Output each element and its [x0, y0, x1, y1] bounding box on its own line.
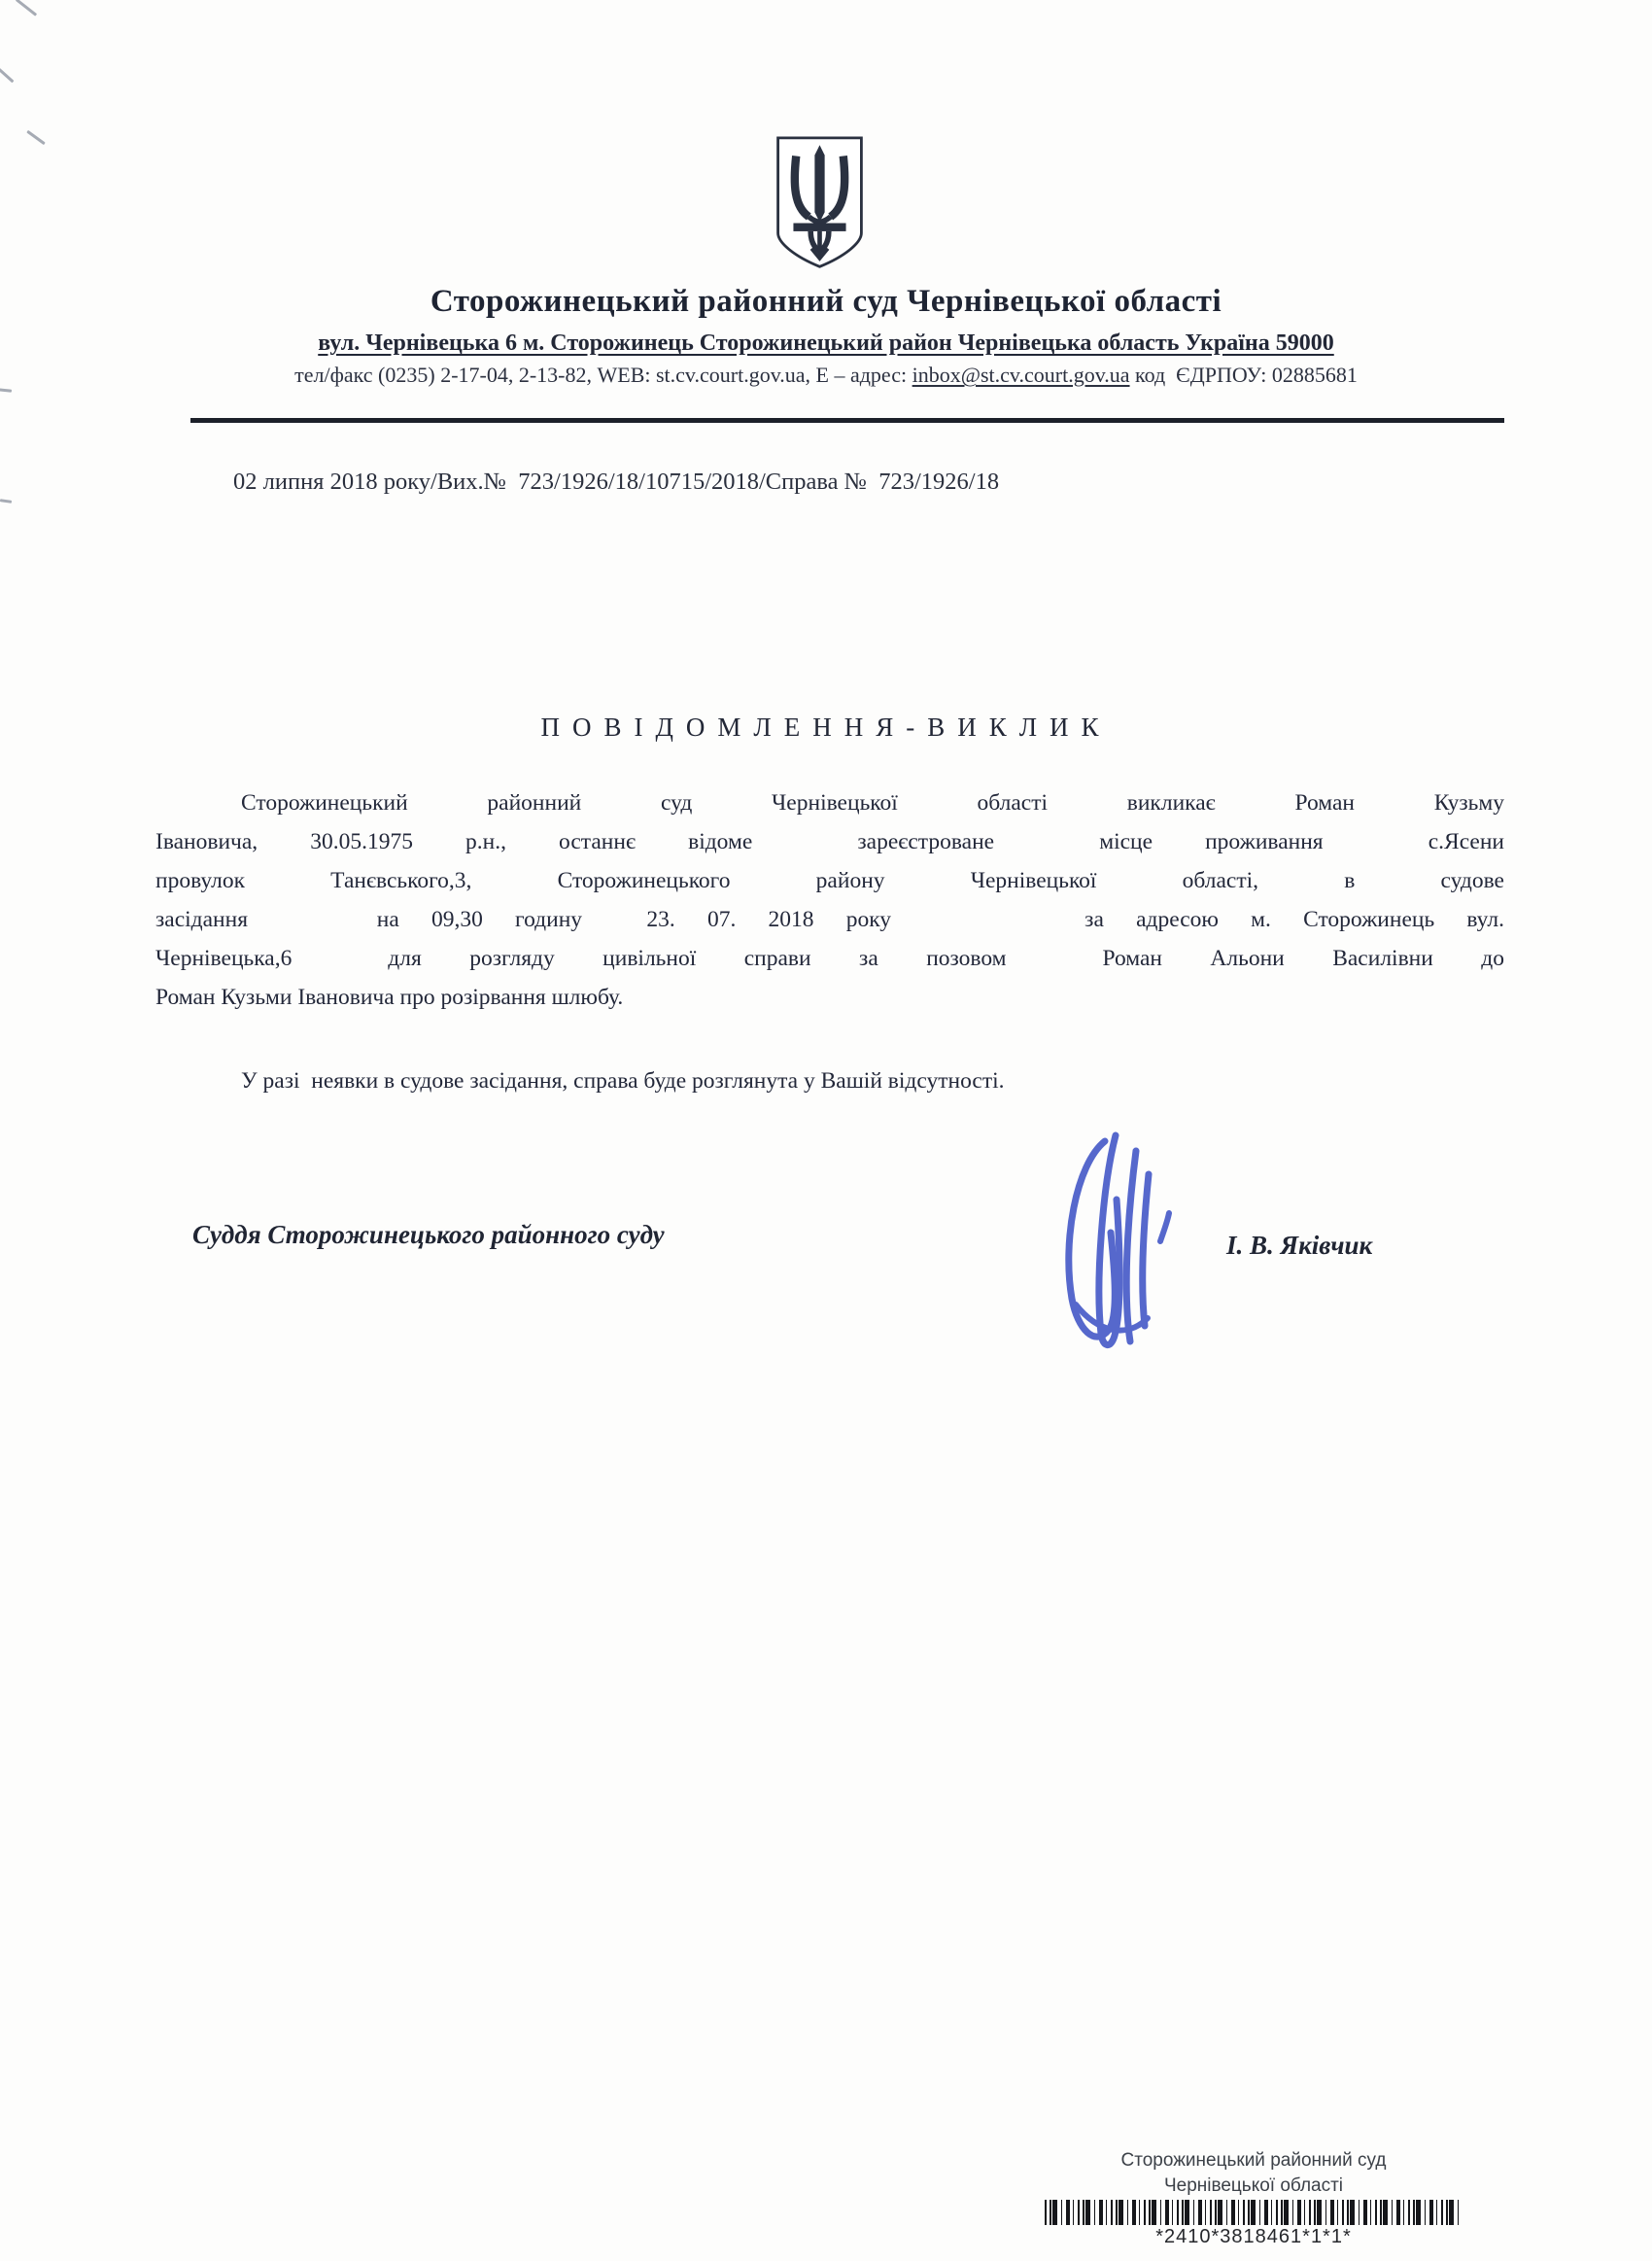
document-barcode — [1045, 2200, 1463, 2225]
judge-role-label: Суддя Сторожинецького районного суду — [192, 1220, 665, 1249]
scan-artifact — [0, 388, 12, 392]
handwritten-signature-icon — [1054, 1124, 1190, 1376]
paragraph-line: засідання на 09,30 годину 23. 07. 2018 року за адресою м. Сторожинець вул. — [155, 907, 1504, 932]
contact-suffix: код ЄДРПОУ: 02885681 — [1129, 363, 1358, 387]
document-title: ПОВІДОМЛЕННЯ-ВИКЛИК — [540, 713, 1112, 742]
scan-artifact — [16, 0, 37, 17]
paragraph-line: Івановича, 30.05.1975 р.н., останнє відоме зареєстроване місце проживання с.Ясени — [155, 829, 1504, 854]
court-name-heading: Сторожинецький районний суд Чернівецької області — [430, 284, 1222, 319]
summons-paragraph — [155, 783, 1504, 1017]
ukraine-trident-emblem-icon — [773, 130, 867, 276]
footer-court-line2: Чернівецької області — [1163, 2175, 1344, 2196]
letterhead-divider-rule — [190, 418, 1504, 423]
court-email: inbox@st.cv.court.gov.ua — [912, 363, 1130, 387]
contact-prefix: тел/факс (0235) 2-17-04, 2-13-82, WEB: st.cv.court.gov.ua, Е – адрес: — [294, 363, 912, 387]
scan-artifact — [0, 499, 12, 504]
court-address-text: вул. Чернівецька 6 м. Сторожинець Сторожинецький район Чернівецька область Україна 59000 — [318, 330, 1334, 356]
absence-warning-paragraph: У разі неявки в судове засідання, справа буде розглянута у Вашій відсутності. — [241, 1068, 1005, 1094]
paragraph-line: Сторожинецький районний суд Чернівецької області викликає Роман Кузьму — [241, 790, 1504, 816]
court-address-line — [87, 330, 1565, 357]
barcode-number: *2410*3818461*1*1* — [1155, 2226, 1352, 2247]
footer-court-line1: Сторожинецький районний суд — [1120, 2150, 1387, 2171]
court-contact-line — [58, 363, 1594, 388]
barcode-footer-block — [1011, 2148, 1497, 2248]
paragraph-line: Роман Кузьми Івановича про розірвання шлюбу. — [155, 985, 624, 1010]
scan-artifact — [0, 68, 14, 84]
scan-artifact — [26, 130, 46, 145]
paragraph-line: Чернівецька,6 для розгляду цивільної справи за позовом Роман Альони Василівни до — [155, 946, 1504, 971]
date-and-reference-line: 02 липня 2018 року/Вих.№ 723/1926/18/10715/2018/Справа № 723/1926/18 — [233, 469, 1000, 495]
judge-name: І. В. Яківчик — [1226, 1231, 1373, 1260]
paragraph-line: провулок Танєвського,3, Сторожинецького району Чернівецької області, в судове — [155, 868, 1504, 893]
